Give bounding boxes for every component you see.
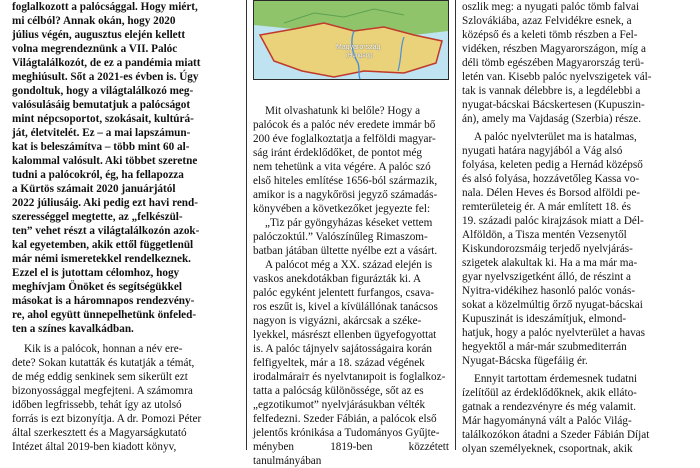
text-line: dete? Sokan kutatták és kutatják a témát,: [12, 357, 195, 369]
text-line: foglalkozott a palócsággal. Hogy miért,: [12, 1, 198, 13]
text-line: palócok és a palóc név eredete immár bő: [253, 119, 436, 131]
text-line: mi célból? Annak okán, hogy 2020: [12, 15, 176, 27]
text-line: gondoltuk, hogy a világtalálkozó meg-: [12, 85, 194, 97]
text-line: lyekkel, másrészt ellenben ügyefogyottat: [253, 329, 437, 341]
text-line: olyan személyeknek, csoportnak, akik: [462, 443, 633, 455]
text-line: felfigyeltek, már a 18. század végének: [253, 357, 425, 369]
text-line: Nyitra-vidékihez hasonló palóc vonás-: [462, 285, 636, 297]
text-line: de még eddig senkinek sem sikerült ezt: [12, 371, 188, 383]
text-line: oszlik meg: a nyugati palóc tömb falvai: [462, 1, 640, 13]
article-column-2: [253, 104, 449, 468]
text-line: által szerkesztett és a Magyarságkutató: [12, 427, 187, 439]
text-line: 2022 júliusáig. Aki pedig ezt havi rend-: [12, 197, 198, 209]
text-line: nagyon is vigyázni, akárcsak a széke-: [253, 315, 422, 327]
text-line: palóc egyként jelentett furfangos, csava-: [253, 287, 435, 299]
text-line: gatnak a rendezvényre és még valamit.: [462, 401, 636, 413]
text-line: folyása, keleten pedig a Hernád középső: [462, 159, 643, 171]
text-line: „Tiz pár gyöngyházas késeket vettem: [265, 217, 433, 229]
text-line: Világtalálkozót, de ez a pandémia miatt: [12, 57, 201, 69]
text-line: A palóc nyelvterület ma is hatalmas,: [474, 131, 637, 143]
text-line: találkozókon átadni a Szeder Fábián Díjat: [462, 429, 650, 441]
text-line: déli tömb egészében Magyarország terü-: [462, 57, 645, 69]
text-line: Intézet által 2019-ben kiadott könyv,: [12, 441, 177, 453]
text-line: Ennyit tartottam érdemesnek tudatni: [474, 373, 638, 385]
text-line: másokat is a háromnapos rendezvény-: [12, 295, 195, 307]
article-column-3: [462, 0, 684, 456]
palóc-map: [253, 0, 449, 80]
text-line: vidéken, részben Magyarországon, míg a: [462, 43, 646, 55]
text-line: is. A palóc tájnyelv sajátosságaira korán: [253, 343, 432, 355]
text-line: amikor is a nagykőrösi jegyző számadás-: [253, 189, 438, 201]
text-line: könyvében a következőket jegyezte fel:: [253, 203, 431, 215]
text-line: tak is vannak délebbre is, a legdélebbi a: [462, 85, 641, 97]
text-line: Alföldön, a Tisza mentén Vezsenytől: [462, 229, 627, 241]
text-line: ját, életvitelét. Ez – a mai lapszámun-: [12, 127, 191, 139]
text-line: meghiúsult. Sőt a 2021-es évben is. Úgy: [12, 71, 199, 83]
article-column-1: [12, 0, 240, 454]
text-line: Kik is a palócok, honnan a név ere-: [24, 343, 183, 355]
column-rule-left: [246, 0, 247, 450]
text-line: jelentős krónikása a Tudományos Gyűjte-: [253, 427, 440, 439]
text-line: ten a színes kavalkádban.: [12, 323, 134, 335]
text-line: nyugati határa nagyjából a Vág alsó: [462, 145, 623, 157]
text-line: szerességgel megtette, az „felkészül-: [12, 211, 183, 223]
text-line: batban játában ültette nyélbe ezt a vásárt.: [253, 245, 438, 257]
text-line: tudni a palócokról, ég, ha fellapozza: [12, 169, 184, 181]
text-line: időben legfrissebb, tehát így az utolsó: [12, 399, 182, 411]
text-line: július végén, augusztus elején kellett: [12, 29, 186, 41]
text-line: középső és a keleti tömb részben a Fel-: [462, 29, 638, 41]
text-line: palóczoktúl.” Valószínűleg Rimaszom-: [253, 231, 428, 243]
text-line: ság iránt érdeklődőket, de pontot még: [253, 147, 423, 159]
text-line: már némi ismeretekkel rendelkeznek.: [12, 253, 191, 265]
map-country-label: Magyarország: [336, 44, 381, 51]
text-line: kal egyetemben, akik ettől függetlenül: [12, 239, 194, 251]
text-line: Nyugat-Bácska fügefáiig ér.: [462, 355, 588, 367]
text-line: hegyektől a már-már szubmediterrán: [462, 341, 627, 353]
text-line: A palócot még a XX. század elején is: [265, 259, 433, 271]
text-line: Mit olvashatunk ki belőle? Hogy a: [265, 105, 421, 117]
text-line: nala. Délen Heves és Borsod alföldi pe-: [462, 187, 641, 199]
text-line: kalommal valósult. Aki többet szeretne: [12, 155, 198, 167]
text-line: valósulásáig bemutatjuk a palócságot: [12, 99, 191, 111]
text-line: tatta a palócság különössége, sőt az es: [253, 385, 424, 397]
text-line: és alsó folyása, hozzávetőleg Kassa vo-: [462, 173, 640, 185]
text-line: Kiskundorozsmáig terjedő nyelvjárás-: [462, 243, 633, 255]
text-line: bizonyossággal megfejteni. A számomra: [12, 385, 193, 397]
text-line: felfedezni. Szeder Fábián, a palócok első: [253, 413, 437, 425]
text-line: „egzotikumot” nyelvjárásukban vélték: [253, 399, 426, 411]
map-country-sublabel: (Hungary): [346, 53, 373, 59]
text-line: ményben 1819-ben közzétett tanulmányában: [253, 441, 449, 467]
text-line: hatjuk, hogy a palóc nyelvterület a havas: [462, 327, 645, 339]
text-line: irodalmáraiт és nyelvtanироit is foglalkoz-: [253, 371, 446, 383]
text-line: első hiteles említése 1656-ból származik,: [253, 175, 438, 187]
text-line: sokat a közelmúltig őrző nyugat-bácskai: [462, 299, 643, 311]
text-line: ten” vehet részt a világtalálkozón azok-: [12, 225, 200, 237]
text-line: gyar nyelvszigetként álló, de részint a: [462, 271, 631, 283]
text-line: remterületeig ér. A már említett 18. és: [462, 201, 632, 213]
map-graphic: [254, 1, 448, 79]
text-line: letén van. Kisebb palóc nyelvszigetek vál-: [462, 71, 652, 83]
text-line: ízelítőül az érdeklődőknek, akik ellátо-: [462, 387, 637, 399]
text-line: vaskos anekdotákban figurázták ki. A: [253, 273, 422, 285]
text-line: volna megrendeznünk a VII. Palóc: [12, 43, 178, 55]
text-line: forrás is ezt bizonyítja. A dr. Pomozi Péter: [12, 413, 202, 425]
text-line: Szlovákiába, azaz Felvidékre esnek, a: [462, 15, 632, 27]
text-line: Ezzel el is jutottam célomhoz, hogy: [12, 267, 180, 279]
text-line: án), amely ma Vajdaság (Szerbia) része.: [462, 113, 642, 125]
text-line: szigetek alakultak ki. Ha a ma már ma-: [462, 257, 638, 269]
paragraph: [12, 342, 240, 454]
column-rule-right: [455, 0, 456, 450]
text-line: mint népcsoportot, szokásait, kultúrá-: [12, 113, 194, 125]
text-line: 19. századi palóc kirajzások miatt a Dél-: [462, 215, 644, 227]
text-line: meghívjam Önöket és segítségükkel: [12, 281, 182, 293]
text-line: Kupuszinát is ideszámítjuk, elmond-: [462, 313, 627, 325]
bold-paragraph: [12, 0, 240, 336]
text-line: kat is beleszámítva – több mint 60 al-: [12, 141, 190, 153]
text-line: nem tehetünk a vita végére. A palóc szó: [253, 161, 431, 173]
text-line: a Kürtös számait 2020 januárjától: [12, 183, 176, 195]
text-line: Már hagyományná vált a Palóc Világ-: [462, 415, 632, 427]
text-line: 200 éve foglalkoztatja a felföldi magyar-: [253, 133, 436, 145]
text-line: ros eszűt is, kivel a kívülállónak tanácsos: [253, 301, 438, 313]
text-line: re, ahol együtt ünnepelhetünk önfeled-: [12, 309, 197, 321]
text-line: nyugat-bácskai Bácskertesen (Kupuszin-: [462, 99, 645, 111]
